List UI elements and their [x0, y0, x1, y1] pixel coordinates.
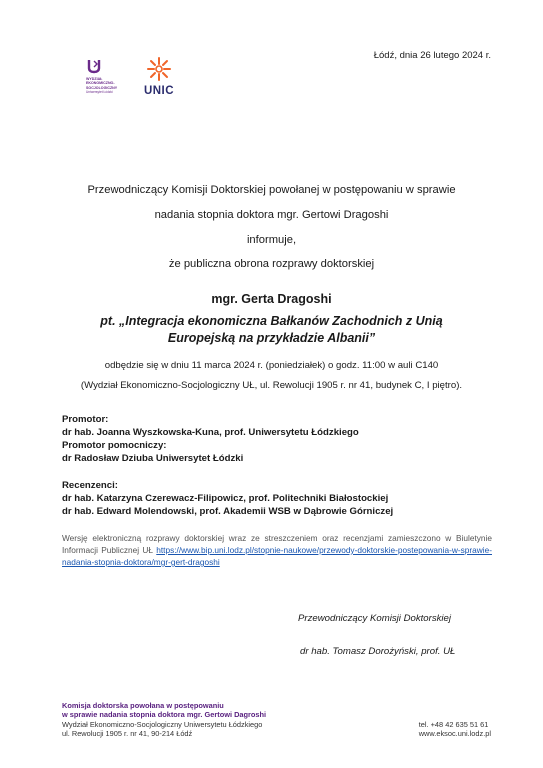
bulletin-link[interactable]: https://www.bip.uni.lodz.pl/stopnie-naukowe/przewody-doktorskie-postepowania-w-sprawie-nadania-stopnia-doktora/mgr-gert-dragoshi	[62, 545, 492, 567]
intro-line: że publiczna obrona rozprawy doktorskiej	[168, 258, 375, 270]
faculty-logo-line: WYDZIAŁ	[86, 77, 103, 81]
reviewers	[62, 479, 393, 518]
footer-line: Wydział Ekonomiczno-Socjologiczny Uniwersytetu Łódzkiego	[62, 719, 263, 729]
footer-web[interactable]: www.eksoc.uni.lodz.pl	[418, 729, 491, 739]
footer-address	[62, 701, 266, 739]
thesis-title-line: pt. „Integracja ekonomiczna Bałkanów Zachodnich z Unią	[100, 314, 443, 328]
promotor-name: dr hab. Joanna Wyszkowska-Kuna, prof. Uniwersytetu Łódzkiego	[62, 427, 359, 438]
faculty-logo-line: EKONOMICZNO-	[86, 81, 115, 86]
faculty-logo-icon	[86, 58, 102, 74]
footer-line: Komisja doktorska powołana w postępowaniu	[62, 701, 224, 710]
unic-logo	[141, 56, 177, 97]
faculty-logo-line: SOCJOLOGICZNY	[86, 85, 118, 90]
bulletin-text: Wersję elektroniczną rozprawy doktorskiej wraz ze streszczeniem oraz recenzjami zamieszczono w Biuletynie Informacji Publicznej UŁ	[62, 533, 492, 555]
footer-line: w sprawie nadania stopnia doktora mgr. Gertowi Dagroshi	[62, 710, 267, 720]
footer-line: ul. Rewolucji 1905 r. nr 41, 90-214 Łódź	[62, 729, 193, 739]
bulletin-note	[62, 532, 492, 568]
document-date: Łódź, dnia 26 lutego 2024 r.	[373, 50, 491, 61]
thesis-title-line: Europejską na przykładzie Albanii”	[167, 331, 376, 345]
reviewers-label: Recenzenci:	[62, 480, 118, 491]
footer-phone: tel. +48 42 635 51 61	[418, 720, 489, 729]
candidate-name: mgr. Gerta Dragoshi	[211, 292, 332, 306]
reviewer-name: dr hab. Edward Molendowski, prof. Akademii WSB w Dąbrowie Górniczej	[62, 506, 394, 517]
promotor-label: Promotor:	[62, 414, 109, 425]
unic-logo-text: UNIC	[143, 85, 175, 97]
footer-contact	[419, 720, 491, 739]
reviewer-name: dr hab. Katarzyna Czerewacz-Filipowicz, prof. Politechniki Białostockiej	[62, 493, 389, 504]
intro-line: informuje,	[246, 234, 297, 246]
signature-role: Przewodniczący Komisji Doktorskiej	[298, 613, 452, 624]
aux-promotor-label: Promotor pomocniczy:	[62, 440, 167, 451]
aux-promotor-name: dr Radosław Dziuba Uniwersytet Łódzki	[62, 453, 244, 464]
faculty-logo	[86, 58, 126, 94]
thesis-title	[0, 313, 543, 347]
supervisors	[62, 413, 359, 465]
defense-location: (Wydział Ekonomiczno-Socjologiczny UŁ, ul. Rewolucji 1905 r. nr 41, budynek C, I piętro).	[80, 380, 463, 391]
intro-line: nadania stopnia doktora mgr. Gertowi Dragoshi	[154, 209, 389, 221]
intro-line: Przewodniczący Komisji Doktorskiej powołanej w postępowaniu w sprawie	[87, 184, 456, 196]
signature-name: dr hab. Tomasz Dorożyński, prof. UŁ	[300, 646, 456, 657]
defense-time: odbędzie się w dniu 11 marca 2024 r. (poniedziałek) o godz. 11:00 w auli C140	[104, 360, 439, 371]
faculty-logo-sub: Uniwersytet Łódzki	[86, 89, 113, 94]
unic-sun-icon	[146, 56, 172, 82]
